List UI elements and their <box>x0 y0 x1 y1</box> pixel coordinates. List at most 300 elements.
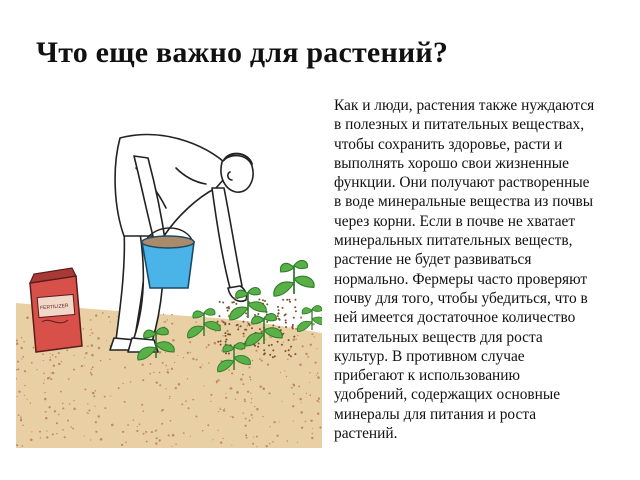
fertilizer-grain <box>288 299 290 301</box>
soil-speck <box>283 342 284 343</box>
soil-speck <box>44 379 45 380</box>
fertilizer-grain <box>285 326 287 328</box>
soil-speck <box>66 349 68 351</box>
soil-speck <box>311 437 313 439</box>
soil-speck <box>86 412 87 413</box>
soil-speck <box>55 356 57 358</box>
soil-speck <box>156 381 158 383</box>
soil-speck <box>315 362 317 364</box>
soil-speck <box>90 319 92 321</box>
body-line: почву для того, чтобы убедиться, что в <box>334 289 588 307</box>
soil-speck <box>111 424 114 427</box>
soil-speck <box>317 400 319 402</box>
fertilizer-grain <box>226 339 228 341</box>
soil-speck <box>124 366 126 368</box>
soil-speck <box>44 392 46 394</box>
soil-speck <box>27 399 28 400</box>
soil-speck <box>298 385 300 387</box>
soil-speck <box>30 402 31 403</box>
soil-speck <box>297 442 298 443</box>
soil-speck <box>195 415 197 417</box>
fertilizer-grain <box>269 354 271 356</box>
soil-speck <box>98 347 100 349</box>
soil-speck <box>187 352 189 354</box>
soil-speck <box>190 436 191 437</box>
soil-speck <box>52 433 54 435</box>
soil-speck <box>262 387 265 390</box>
soil-speck <box>220 408 222 410</box>
soil-speck <box>299 398 302 401</box>
soil-speck <box>290 348 291 349</box>
soil-speck <box>156 429 157 430</box>
body-line: удобрений, содержащих основные <box>334 386 561 404</box>
soil-speck <box>31 431 32 432</box>
fertilizer-grain <box>292 326 294 328</box>
soil-speck <box>18 414 20 416</box>
soil-speck <box>202 364 203 365</box>
soil-speck <box>206 347 208 349</box>
soil-speck <box>253 437 254 438</box>
soil-speck <box>307 356 309 358</box>
soil-speck <box>189 341 191 343</box>
soil-speck <box>268 392 270 394</box>
fertilizer-grain <box>289 301 291 303</box>
fertilizer-grain <box>288 339 290 341</box>
soil-speck <box>259 385 261 387</box>
soil-speck <box>20 419 22 421</box>
soil-speck <box>46 436 48 438</box>
fertilizer-grain <box>277 306 279 308</box>
soil-speck <box>54 410 56 412</box>
fertilizer-grain <box>245 312 247 314</box>
soil-speck <box>270 426 271 427</box>
fertilizer-grain <box>248 323 250 325</box>
fertilizer-grain <box>285 322 287 324</box>
soil-speck <box>225 397 227 399</box>
fertilizer-grain <box>293 336 295 338</box>
soil-speck <box>256 408 258 410</box>
soil-speck <box>287 359 288 360</box>
soil-speck <box>172 339 175 342</box>
fertilizer-grain <box>243 333 245 335</box>
soil-speck <box>212 439 213 440</box>
fertilizer-grain <box>224 323 226 325</box>
soil-speck <box>287 440 289 442</box>
slide-title: Что еще важно для растений? <box>36 36 449 69</box>
fertilizer-grain <box>222 302 224 304</box>
soil-speck <box>185 400 187 402</box>
soil-speck <box>251 398 252 399</box>
soil-speck <box>238 326 240 328</box>
fertilizer-grain <box>277 315 279 317</box>
soil-speck <box>90 335 91 336</box>
soil-speck <box>162 409 164 411</box>
soil-speck <box>56 422 58 424</box>
soil-speck <box>312 428 313 429</box>
body-line: питательных веществ для роста <box>334 328 543 346</box>
soil-speck <box>42 353 44 355</box>
soil-speck <box>24 385 25 386</box>
body-line: в воде минеральные вещества из почвы <box>334 193 594 211</box>
soil-speck <box>22 424 24 426</box>
soil-speck <box>30 439 33 442</box>
soil-speck <box>256 436 258 438</box>
soil-speck <box>125 442 127 444</box>
soil-speck <box>228 369 230 371</box>
fertilizer-grain <box>224 332 226 334</box>
soil-speck <box>183 357 184 358</box>
fertilizer-grain <box>282 307 284 309</box>
soil-speck <box>229 388 231 390</box>
body-line: функции. Они получают растворенные <box>334 174 590 192</box>
soil-speck <box>40 437 41 438</box>
soil-speck <box>83 328 84 329</box>
fertilizer-grain <box>257 346 259 348</box>
soil-speck <box>231 372 233 374</box>
soil-speck <box>23 356 25 358</box>
soil-speck <box>247 321 249 323</box>
soil-speck <box>43 360 44 361</box>
soil-speck <box>208 344 210 346</box>
fertilizer-grain <box>257 313 259 315</box>
soil-speck <box>251 414 253 416</box>
soil-speck <box>306 393 307 394</box>
soil-speck <box>235 399 236 400</box>
fertilizer-grain <box>244 329 246 331</box>
fertilizer-grain <box>272 324 274 326</box>
soil-speck <box>106 340 107 341</box>
fertilizer-grain <box>233 297 235 299</box>
fertilizer-grain <box>217 321 219 323</box>
fertilizer-grain <box>285 350 287 352</box>
soil-speck <box>17 396 18 397</box>
soil-speck <box>102 312 104 314</box>
soil-speck <box>284 370 285 371</box>
body-line: минералы для питания и роста <box>334 405 537 423</box>
body-line: в полезных и питательных веществах, <box>334 116 585 134</box>
fertilizer-grain <box>277 313 279 315</box>
fertilizer-grain <box>266 321 268 323</box>
fertilizer-grain <box>233 301 235 303</box>
soil-speck <box>60 391 62 393</box>
fertilizer-grain <box>290 355 292 357</box>
fertilizer-grain <box>278 309 280 311</box>
soil-speck <box>127 424 129 426</box>
soil-speck <box>244 400 246 402</box>
soil-speck <box>222 438 223 439</box>
soil-speck <box>88 409 90 411</box>
soil-speck <box>271 337 272 338</box>
soil-speck <box>178 383 181 386</box>
bucket <box>142 228 194 288</box>
soil-speck <box>17 368 19 370</box>
soil-speck <box>45 417 47 419</box>
soil-speck <box>300 316 302 318</box>
fertilizer-grain <box>219 301 221 303</box>
soil-speck <box>58 414 60 416</box>
soil-speck <box>92 392 95 395</box>
fertilizer-grain <box>237 328 239 330</box>
soil-speck <box>299 364 302 367</box>
soil-speck <box>81 365 83 367</box>
soil-speck <box>305 421 307 423</box>
farmer-fertilizing-illustration <box>16 108 322 448</box>
fertilizer-grain <box>251 327 253 329</box>
fertilizer-grain <box>228 333 230 335</box>
soil-speck <box>224 408 225 409</box>
soil-speck <box>172 434 175 437</box>
soil-speck <box>243 413 244 414</box>
soil-speck <box>62 429 64 431</box>
soil-speck <box>91 354 93 356</box>
soil-speck <box>316 348 317 349</box>
soil-speck <box>195 321 196 322</box>
fertilizer-grain <box>281 344 283 346</box>
fertilizer-grain <box>258 299 260 301</box>
soil-speck <box>310 420 312 422</box>
soil-speck <box>91 344 94 347</box>
soil-speck <box>88 413 89 414</box>
fertilizer-grain <box>295 299 297 301</box>
soil-speck <box>149 373 151 375</box>
soil-speck <box>56 433 57 434</box>
soil-speck <box>31 362 33 364</box>
fertilizer-grain <box>272 356 274 358</box>
soil-speck <box>243 335 245 337</box>
soil-speck <box>69 403 70 404</box>
soil-speck <box>52 372 55 375</box>
soil-speck <box>242 383 244 385</box>
soil-speck <box>316 375 317 376</box>
soil-speck <box>155 442 157 444</box>
body-line: прибегают к использованию <box>334 367 521 385</box>
fertilizer-grain <box>243 321 245 323</box>
soil-speck <box>265 339 266 340</box>
soil-speck <box>110 321 111 322</box>
soil-speck <box>137 426 138 427</box>
soil-speck <box>73 369 75 371</box>
soil-speck <box>94 406 95 407</box>
soil-speck <box>130 381 131 382</box>
fertilizer-grain <box>263 349 265 351</box>
soil-speck <box>84 365 85 366</box>
soil-speck <box>218 411 219 412</box>
soil-speck <box>95 431 97 433</box>
soil-speck <box>169 398 170 399</box>
soil-speck <box>90 372 92 374</box>
soil-speck <box>187 407 189 409</box>
soil-speck <box>293 384 295 386</box>
fertilizer-grain <box>225 335 227 337</box>
soil-speck <box>46 430 47 431</box>
soil-speck <box>104 407 106 409</box>
soil-speck <box>249 419 251 421</box>
soil-speck <box>226 393 227 394</box>
soil-speck <box>91 374 93 376</box>
bag-label: FERTILIZER <box>39 302 69 312</box>
soil-speck <box>317 412 319 414</box>
fertilizer-grain <box>262 299 264 301</box>
soil-speck <box>175 444 176 445</box>
soil-speck <box>165 321 167 323</box>
soil-speck <box>321 314 322 315</box>
body-line: растений. <box>334 425 398 443</box>
soil-speck <box>92 366 94 368</box>
soil-speck <box>245 418 247 420</box>
soil-speck <box>251 402 252 403</box>
fertilizer-grain <box>293 317 295 319</box>
soil-speck <box>91 369 92 370</box>
soil-speck <box>24 395 25 396</box>
soil-speck <box>301 402 302 403</box>
soil-speck <box>309 372 310 373</box>
soil-speck <box>159 351 162 354</box>
soil-speck <box>159 372 161 374</box>
soil-speck <box>95 421 97 423</box>
soil-speck <box>222 335 223 336</box>
soil-speck <box>95 314 97 316</box>
body-line: растение не будет развиваться <box>334 251 532 269</box>
soil-speck <box>247 325 249 327</box>
body-line: культур. В противном случае <box>334 347 525 365</box>
soil-speck <box>236 391 239 394</box>
soil-speck <box>171 323 173 325</box>
fertilizer-grain <box>226 307 228 309</box>
soil-speck <box>16 369 17 371</box>
soil-speck <box>293 338 296 341</box>
soil-speck <box>231 445 232 446</box>
soil-speck <box>58 352 60 354</box>
fertilizer-grain <box>294 353 296 355</box>
soil-speck <box>162 362 164 364</box>
soil-speck <box>166 388 167 389</box>
soil-speck <box>50 357 51 358</box>
body-line: минеральных питательных веществ, <box>334 232 573 250</box>
soil-speck <box>47 377 49 379</box>
soil-speck <box>292 405 294 407</box>
body-line: чтобы сохранить здоровье, расти и <box>334 135 563 153</box>
soil-speck <box>215 331 216 332</box>
soil-speck <box>155 430 157 432</box>
soil-speck <box>74 355 75 356</box>
soil-speck <box>183 432 185 434</box>
soil-speck <box>62 403 64 405</box>
soil-speck <box>90 329 92 331</box>
soil-speck <box>255 350 257 352</box>
soil-speck <box>171 314 173 316</box>
soil-speck <box>100 438 103 441</box>
soil-speck <box>175 387 177 389</box>
fertilizer-grain <box>228 323 230 325</box>
soil-speck <box>43 382 44 383</box>
soil-speck <box>50 378 52 380</box>
soil-speck <box>171 368 173 370</box>
fertilizer-grain <box>292 328 294 330</box>
soil-speck <box>165 365 167 367</box>
soil-speck <box>249 367 251 369</box>
soil-speck <box>318 398 320 400</box>
soil-speck <box>124 401 126 403</box>
soil-speck <box>192 399 194 401</box>
soil-speck <box>252 360 254 362</box>
soil-speck <box>267 363 269 365</box>
soil-speck <box>122 383 123 384</box>
fertilizer-grain <box>286 299 288 301</box>
fertilizer-grain <box>227 310 229 312</box>
soil-speck <box>245 434 247 436</box>
soil-speck <box>49 353 50 354</box>
soil-speck <box>50 372 51 373</box>
soil-speck <box>48 406 50 408</box>
soil-speck <box>167 369 168 370</box>
soil-speck <box>196 359 198 361</box>
soil-speck <box>181 403 183 405</box>
soil-speck <box>244 398 246 400</box>
fertilizer-grain <box>288 354 290 356</box>
soil-speck <box>159 384 161 386</box>
soil-speck <box>293 421 294 422</box>
fertilizer-grain <box>237 324 239 326</box>
soil-speck <box>142 379 144 381</box>
soil-speck <box>85 353 87 355</box>
soil-speck <box>45 411 46 412</box>
soil-speck <box>146 441 148 443</box>
soil-speck <box>58 363 60 365</box>
fertilizer-grain <box>285 319 287 321</box>
soil-speck <box>318 401 319 402</box>
soil-speck <box>84 436 85 437</box>
soil-speck <box>309 382 310 383</box>
soil-speck <box>23 341 24 342</box>
soil-speck <box>165 352 166 353</box>
soil-speck <box>143 433 145 435</box>
soil-speck <box>273 421 275 423</box>
soil-speck <box>230 416 231 417</box>
soil-speck <box>18 391 20 393</box>
fertilizer-grain <box>217 341 219 343</box>
fertilizer-bag <box>30 268 82 352</box>
soil-speck <box>192 358 194 360</box>
fertilizer-grain <box>292 324 294 326</box>
soil-speck <box>171 446 172 447</box>
soil-speck <box>73 408 75 410</box>
soil-speck <box>199 366 201 368</box>
soil-speck <box>21 358 22 359</box>
soil-speck <box>317 376 320 379</box>
soil-speck <box>319 426 321 428</box>
fertilizer-grain <box>240 325 242 327</box>
soil-speck <box>277 435 279 437</box>
soil-speck <box>52 354 54 356</box>
soil-speck <box>301 427 303 429</box>
soil-speck <box>190 352 191 353</box>
soil-speck <box>314 336 315 337</box>
fertilizer-grain <box>225 352 227 354</box>
soil-speck <box>310 344 312 346</box>
soil-speck <box>221 350 222 351</box>
soil-speck <box>84 388 86 390</box>
soil-speck <box>210 394 212 396</box>
soil-speck <box>70 426 71 427</box>
soil-speck <box>153 372 154 373</box>
soil-speck <box>72 428 74 430</box>
soil-speck <box>256 446 257 447</box>
soil-speck <box>216 380 218 382</box>
soil-speck <box>252 417 253 418</box>
soil-speck <box>218 380 220 382</box>
soil-speck <box>281 401 282 402</box>
soil-speck <box>100 360 102 362</box>
